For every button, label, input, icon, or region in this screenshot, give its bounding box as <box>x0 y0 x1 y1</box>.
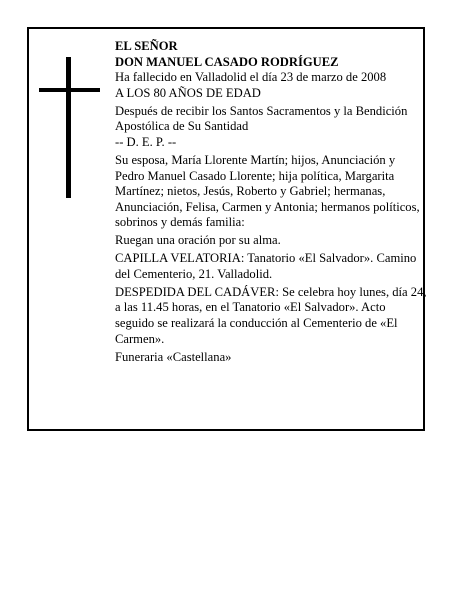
funeral-home-text: Funeraria «Castellana» <box>115 349 232 364</box>
deceased-name: DON MANUEL CASADO RODRÍGUEZ <box>115 54 339 69</box>
prayer-text: Ruegan una oración por su alma. <box>115 233 281 248</box>
farewell-text: DESPEDIDA DEL CADÁVER: Se celebra hoy lunes, día 24, a las 11.45 horas, en el Tanatorio «El Salvador». Acto seguido se realizará la conducción al Cementerio de «El Carmen». <box>115 284 427 346</box>
cross-vertical-bar <box>66 57 71 198</box>
sacraments-text: Después de recibir los Santos Sacramentos y la Bendición Apostólica de Su Santidad <box>115 103 408 134</box>
cross-icon <box>29 29 99 179</box>
obituary-text <box>115 39 427 368</box>
age-line: A LOS 80 AÑOS DE EDAD <box>115 85 261 100</box>
title-line1: EL SEÑOR <box>115 39 178 53</box>
family-text: Su esposa, María Llorente Martín; hijos, Anunciación y Pedro Manuel Casado Llorente; hija política, Margarita Martínez; nietos, Jesús, Roberto y Gabriel; hermanas, Anunciación, Felisa, Carmen y Antonia; hermanos políticos, sobrinos y demás familia: <box>115 152 420 230</box>
obituary-frame <box>27 27 425 431</box>
chapel-text: CAPILLA VELATORIA: Tanatorio «El Salvador». Camino del Cementerio, 21. Valladolid. <box>115 251 417 281</box>
death-line: Ha fallecido en Valladolid el día 23 de marzo de 2008 <box>115 70 387 85</box>
cross-horizontal-bar <box>39 88 100 92</box>
rip-line: -- D. E. P. -- <box>115 134 177 149</box>
